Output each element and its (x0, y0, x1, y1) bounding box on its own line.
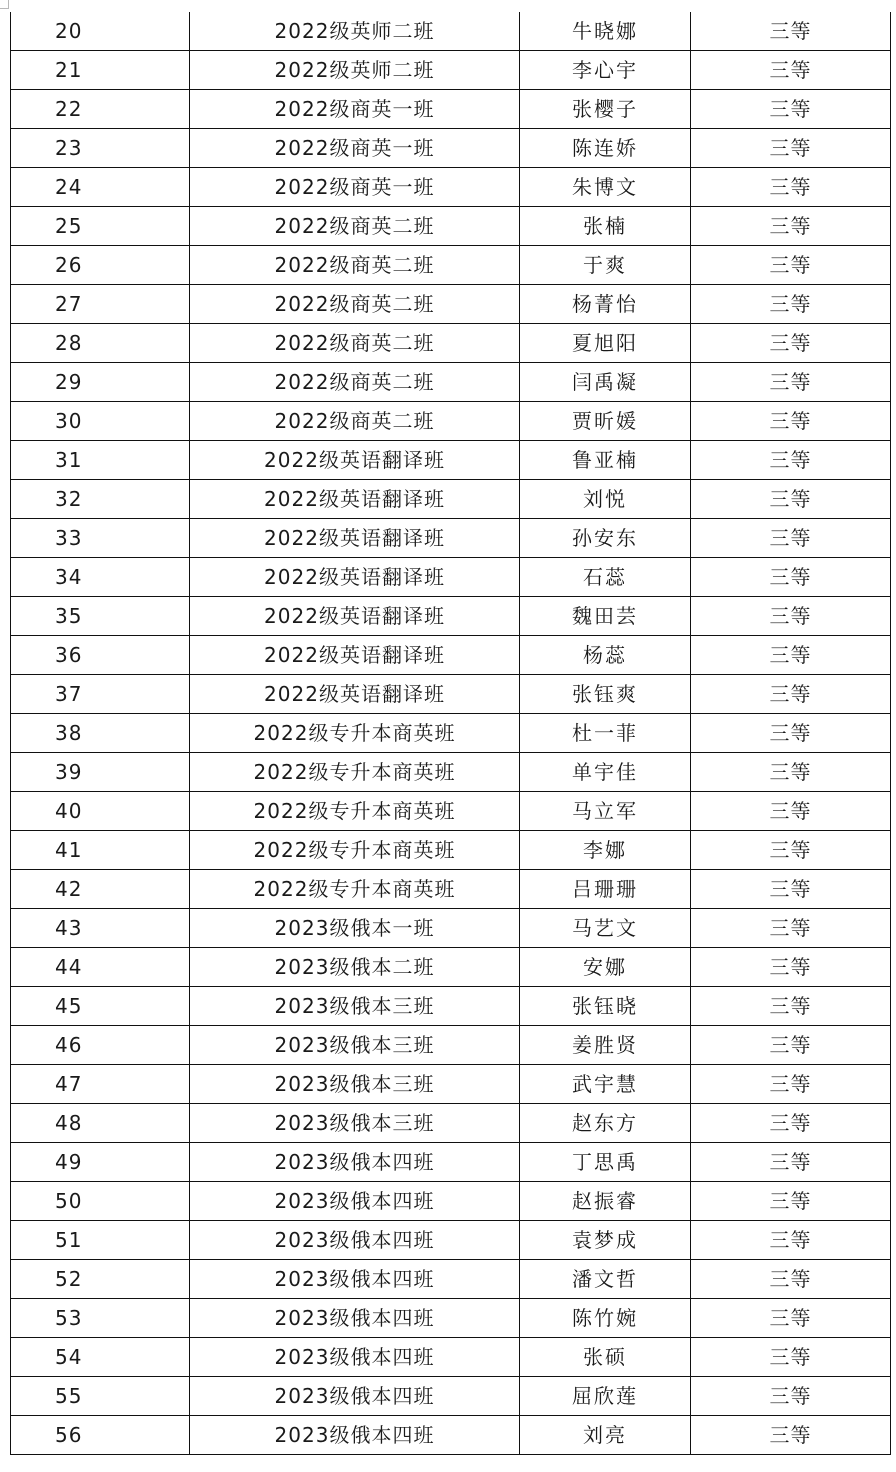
award-level: 三等 (691, 51, 891, 90)
student-name: 孙安东 (520, 519, 691, 558)
row-number: 27 (11, 285, 190, 324)
award-level: 三等 (691, 948, 891, 987)
row-number: 22 (11, 90, 190, 129)
award-table-body (11, 12, 891, 1455)
table-row (11, 519, 891, 558)
award-level: 三等 (691, 1065, 891, 1104)
row-number: 33 (11, 519, 190, 558)
table-row (11, 1104, 891, 1143)
row-number: 41 (11, 831, 190, 870)
class-name: 2023级俄本三班 (190, 987, 520, 1026)
table-row (11, 1299, 891, 1338)
class-name: 2023级俄本四班 (190, 1221, 520, 1260)
award-level: 三等 (691, 1416, 891, 1455)
student-name: 武宇慧 (520, 1065, 691, 1104)
student-name: 张钰爽 (520, 675, 691, 714)
row-number: 43 (11, 909, 190, 948)
class-name: 2023级俄本三班 (190, 1065, 520, 1104)
row-number: 36 (11, 636, 190, 675)
row-number: 30 (11, 402, 190, 441)
table-row (11, 207, 891, 246)
award-level: 三等 (691, 324, 891, 363)
award-level: 三等 (691, 1104, 891, 1143)
row-number: 34 (11, 558, 190, 597)
table-row (11, 1143, 891, 1182)
row-number: 49 (11, 1143, 190, 1182)
table-row (11, 51, 891, 90)
student-name: 魏田芸 (520, 597, 691, 636)
row-number: 40 (11, 792, 190, 831)
table-row (11, 402, 891, 441)
class-name: 2022级商英二班 (190, 402, 520, 441)
row-number: 48 (11, 1104, 190, 1143)
award-level: 三等 (691, 1026, 891, 1065)
student-name: 张钰晓 (520, 987, 691, 1026)
class-name: 2022级专升本商英班 (190, 870, 520, 909)
table-row (11, 285, 891, 324)
student-name: 陈连娇 (520, 129, 691, 168)
student-name: 刘悦 (520, 480, 691, 519)
award-level: 三等 (691, 441, 891, 480)
class-name: 2023级俄本四班 (190, 1260, 520, 1299)
student-name: 张楠 (520, 207, 691, 246)
table-row (11, 129, 891, 168)
table-row (11, 324, 891, 363)
class-name: 2022级商英二班 (190, 285, 520, 324)
student-name: 张硕 (520, 1338, 691, 1377)
award-level: 三等 (691, 870, 891, 909)
class-name: 2022级英语翻译班 (190, 597, 520, 636)
student-name: 潘文哲 (520, 1260, 691, 1299)
table-row (11, 1182, 891, 1221)
class-name: 2022级英语翻译班 (190, 441, 520, 480)
student-name: 马艺文 (520, 909, 691, 948)
award-level: 三等 (691, 1299, 891, 1338)
row-number: 39 (11, 753, 190, 792)
award-level: 三等 (691, 246, 891, 285)
class-name: 2023级俄本二班 (190, 948, 520, 987)
class-name: 2022级英语翻译班 (190, 675, 520, 714)
student-name: 单宇佳 (520, 753, 691, 792)
class-name: 2022级商英二班 (190, 207, 520, 246)
table-row (11, 12, 891, 51)
student-name: 赵振睿 (520, 1182, 691, 1221)
class-name: 2023级俄本一班 (190, 909, 520, 948)
class-name: 2023级俄本三班 (190, 1104, 520, 1143)
class-name: 2022级商英一班 (190, 90, 520, 129)
table-row (11, 1026, 891, 1065)
class-name: 2022级专升本商英班 (190, 792, 520, 831)
award-level: 三等 (691, 1221, 891, 1260)
student-name: 杨菁怡 (520, 285, 691, 324)
row-number: 51 (11, 1221, 190, 1260)
student-name: 吕珊珊 (520, 870, 691, 909)
row-number: 24 (11, 168, 190, 207)
table-row (11, 987, 891, 1026)
award-level: 三等 (691, 90, 891, 129)
award-level: 三等 (691, 363, 891, 402)
table-row (11, 168, 891, 207)
class-name: 2023级俄本四班 (190, 1416, 520, 1455)
student-name: 夏旭阳 (520, 324, 691, 363)
award-level: 三等 (691, 597, 891, 636)
student-name: 马立军 (520, 792, 691, 831)
row-number: 29 (11, 363, 190, 402)
award-level: 三等 (691, 285, 891, 324)
award-level: 三等 (691, 402, 891, 441)
award-level: 三等 (691, 207, 891, 246)
table-row (11, 558, 891, 597)
award-level: 三等 (691, 909, 891, 948)
table-row (11, 714, 891, 753)
row-number: 44 (11, 948, 190, 987)
table-row (11, 675, 891, 714)
student-name: 李心宇 (520, 51, 691, 90)
table-row (11, 480, 891, 519)
class-name: 2022级商英二班 (190, 246, 520, 285)
student-name: 杨蕊 (520, 636, 691, 675)
class-name: 2023级俄本三班 (190, 1026, 520, 1065)
row-number: 55 (11, 1377, 190, 1416)
class-name: 2022级商英一班 (190, 168, 520, 207)
student-name: 刘亮 (520, 1416, 691, 1455)
award-level: 三等 (691, 1143, 891, 1182)
class-name: 2022级英语翻译班 (190, 519, 520, 558)
award-level: 三等 (691, 714, 891, 753)
award-level: 三等 (691, 636, 891, 675)
table-row (11, 90, 891, 129)
class-name: 2023级俄本四班 (190, 1377, 520, 1416)
row-number: 26 (11, 246, 190, 285)
row-number: 53 (11, 1299, 190, 1338)
student-name: 贾昕媛 (520, 402, 691, 441)
row-number: 21 (11, 51, 190, 90)
class-name: 2022级商英一班 (190, 129, 520, 168)
student-name: 闫禹凝 (520, 363, 691, 402)
award-level: 三等 (691, 480, 891, 519)
award-table (10, 12, 891, 1455)
row-number: 25 (11, 207, 190, 246)
student-name: 牛晓娜 (520, 12, 691, 51)
class-name: 2022级商英二班 (190, 363, 520, 402)
award-level: 三等 (691, 558, 891, 597)
award-level: 三等 (691, 675, 891, 714)
table-row (11, 246, 891, 285)
student-name: 朱博文 (520, 168, 691, 207)
award-level: 三等 (691, 1182, 891, 1221)
row-number: 38 (11, 714, 190, 753)
award-level: 三等 (691, 792, 891, 831)
row-number: 37 (11, 675, 190, 714)
table-row (11, 441, 891, 480)
class-name: 2022级英师二班 (190, 51, 520, 90)
student-name: 赵东方 (520, 1104, 691, 1143)
table-row (11, 1221, 891, 1260)
award-level: 三等 (691, 1377, 891, 1416)
row-number: 35 (11, 597, 190, 636)
student-name: 袁梦成 (520, 1221, 691, 1260)
award-level: 三等 (691, 129, 891, 168)
table-row (11, 948, 891, 987)
award-level: 三等 (691, 987, 891, 1026)
class-name: 2022级商英二班 (190, 324, 520, 363)
table-row (11, 753, 891, 792)
award-level: 三等 (691, 753, 891, 792)
row-number: 20 (11, 12, 190, 51)
student-name: 张樱子 (520, 90, 691, 129)
award-level: 三等 (691, 12, 891, 51)
table-row (11, 597, 891, 636)
student-name: 石蕊 (520, 558, 691, 597)
table-row (11, 1065, 891, 1104)
student-name: 杜一菲 (520, 714, 691, 753)
student-name: 于爽 (520, 246, 691, 285)
row-number: 32 (11, 480, 190, 519)
row-number: 54 (11, 1338, 190, 1377)
row-number: 52 (11, 1260, 190, 1299)
row-number: 28 (11, 324, 190, 363)
row-number: 42 (11, 870, 190, 909)
award-level: 三等 (691, 1338, 891, 1377)
class-name: 2023级俄本四班 (190, 1299, 520, 1338)
class-name: 2022级英语翻译班 (190, 558, 520, 597)
row-number: 31 (11, 441, 190, 480)
award-level: 三等 (691, 519, 891, 558)
student-name: 安娜 (520, 948, 691, 987)
row-number: 50 (11, 1182, 190, 1221)
class-name: 2023级俄本四班 (190, 1143, 520, 1182)
award-level: 三等 (691, 1260, 891, 1299)
class-name: 2023级俄本四班 (190, 1182, 520, 1221)
table-row (11, 1260, 891, 1299)
table-row (11, 1377, 891, 1416)
class-name: 2022级专升本商英班 (190, 714, 520, 753)
row-number: 23 (11, 129, 190, 168)
page-corner-mark (0, 0, 9, 9)
table-row (11, 909, 891, 948)
table-row (11, 870, 891, 909)
award-level: 三等 (691, 168, 891, 207)
table-row (11, 831, 891, 870)
class-name: 2022级英师二班 (190, 12, 520, 51)
class-name: 2023级俄本四班 (190, 1338, 520, 1377)
row-number: 56 (11, 1416, 190, 1455)
student-name: 屈欣莲 (520, 1377, 691, 1416)
table-row (11, 636, 891, 675)
table-row (11, 363, 891, 402)
table-row (11, 792, 891, 831)
class-name: 2022级英语翻译班 (190, 636, 520, 675)
student-name: 丁思禹 (520, 1143, 691, 1182)
student-name: 陈竹婉 (520, 1299, 691, 1338)
class-name: 2022级英语翻译班 (190, 480, 520, 519)
student-name: 鲁亚楠 (520, 441, 691, 480)
row-number: 47 (11, 1065, 190, 1104)
class-name: 2022级专升本商英班 (190, 831, 520, 870)
student-name: 李娜 (520, 831, 691, 870)
class-name: 2022级专升本商英班 (190, 753, 520, 792)
award-level: 三等 (691, 831, 891, 870)
row-number: 46 (11, 1026, 190, 1065)
student-name: 姜胜贤 (520, 1026, 691, 1065)
table-row (11, 1338, 891, 1377)
row-number: 45 (11, 987, 190, 1026)
table-row (11, 1416, 891, 1455)
